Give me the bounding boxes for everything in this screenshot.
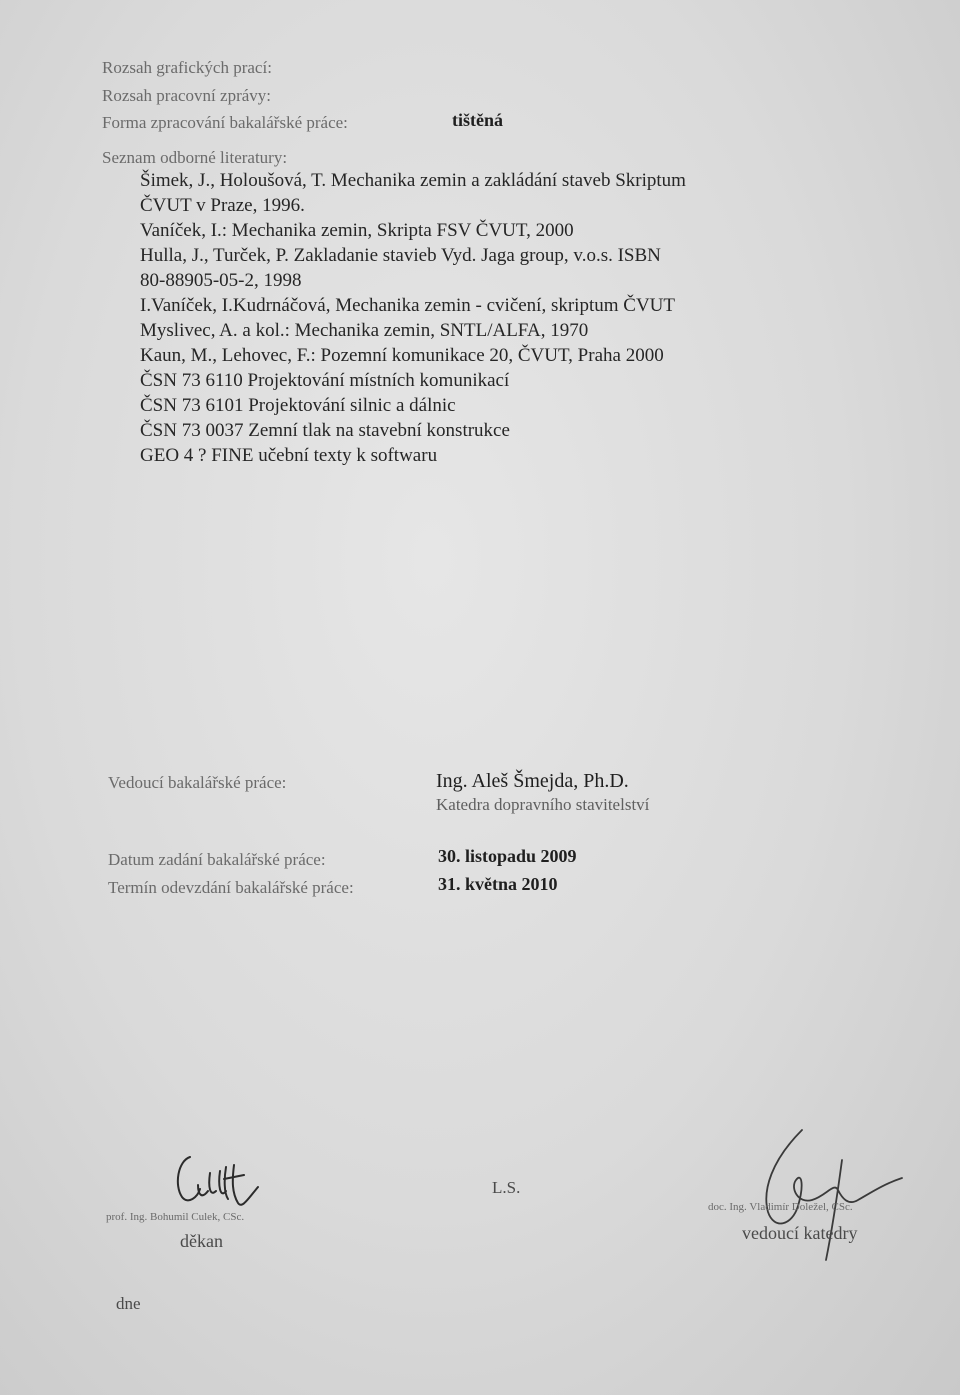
- supervisor-department: Katedra dopravního stavitelství: [436, 795, 650, 814]
- literature-item: Vaníček, I.: Mechanika zemin, Skripta FSV ČVUT, 2000: [140, 220, 574, 241]
- supervisor-label: Vedoucí bakalářské práce:: [108, 773, 287, 792]
- form-label: Forma zpracování bakalářské práce:: [102, 113, 348, 132]
- literature-item: Hulla, J., Turček, P. Zakladanie stavieb Vyd. Jaga group, v.o.s. ISBN: [140, 245, 661, 266]
- assigned-date-value: 30. listopadu 2009: [438, 846, 577, 866]
- dean-signature: [168, 1145, 268, 1215]
- date-label: dne: [116, 1294, 141, 1313]
- literature-item: I.Vaníček, I.Kudrnáčová, Mechanika zemin - cvičení, skriptum ČVUT: [140, 295, 675, 316]
- literature-item: ČSN 73 0037 Zemní tlak na stavební konstrukce: [140, 420, 510, 441]
- report-scope-label: Rozsah pracovní zprávy:: [102, 86, 271, 105]
- literature-list: [140, 168, 900, 468]
- literature-item: GEO 4 ? FINE učební texty k softwaru: [140, 445, 438, 466]
- literature-item: ČSN 73 6110 Projektování místních komunikací: [140, 370, 510, 391]
- literature-item: ČSN 73 6101 Projektování silnic a dálnic: [140, 395, 456, 416]
- head-signature: [752, 1120, 912, 1270]
- head-role: vedoucí katedry: [742, 1223, 858, 1243]
- head-name: doc. Ing. Vladimír Doležel, CSc.: [708, 1201, 853, 1213]
- literature-item: Šimek, J., Holoušová, T. Mechanika zemin a zakládání staveb Skriptum: [140, 170, 686, 191]
- seal-mark: L.S.: [492, 1178, 521, 1197]
- literature-item: Kaun, M., Lehovec, F.: Pozemní komunikace 20, ČVUT, Praha 2000: [140, 345, 664, 366]
- assigned-date-label: Datum zadání bakalářské práce:: [108, 850, 326, 869]
- form-value: tištěná: [452, 110, 503, 130]
- deadline-value: 31. května 2010: [438, 874, 558, 894]
- literature-label: Seznam odborné literatury:: [102, 148, 288, 167]
- graphics-scope-label: Rozsah grafických prací:: [102, 58, 272, 77]
- literature-item: Myslivec, A. a kol.: Mechanika zemin, SNTL/ALFA, 1970: [140, 320, 589, 341]
- literature-item: ČVUT v Praze, 1996.: [140, 195, 305, 216]
- dean-role: děkan: [180, 1231, 223, 1251]
- literature-item: 80-88905-05-2, 1998: [140, 270, 302, 291]
- supervisor-name: Ing. Aleš Šmejda, Ph.D.: [436, 770, 629, 792]
- dean-name: prof. Ing. Bohumil Culek, CSc.: [106, 1211, 245, 1223]
- deadline-label: Termín odevzdání bakalářské práce:: [108, 878, 354, 897]
